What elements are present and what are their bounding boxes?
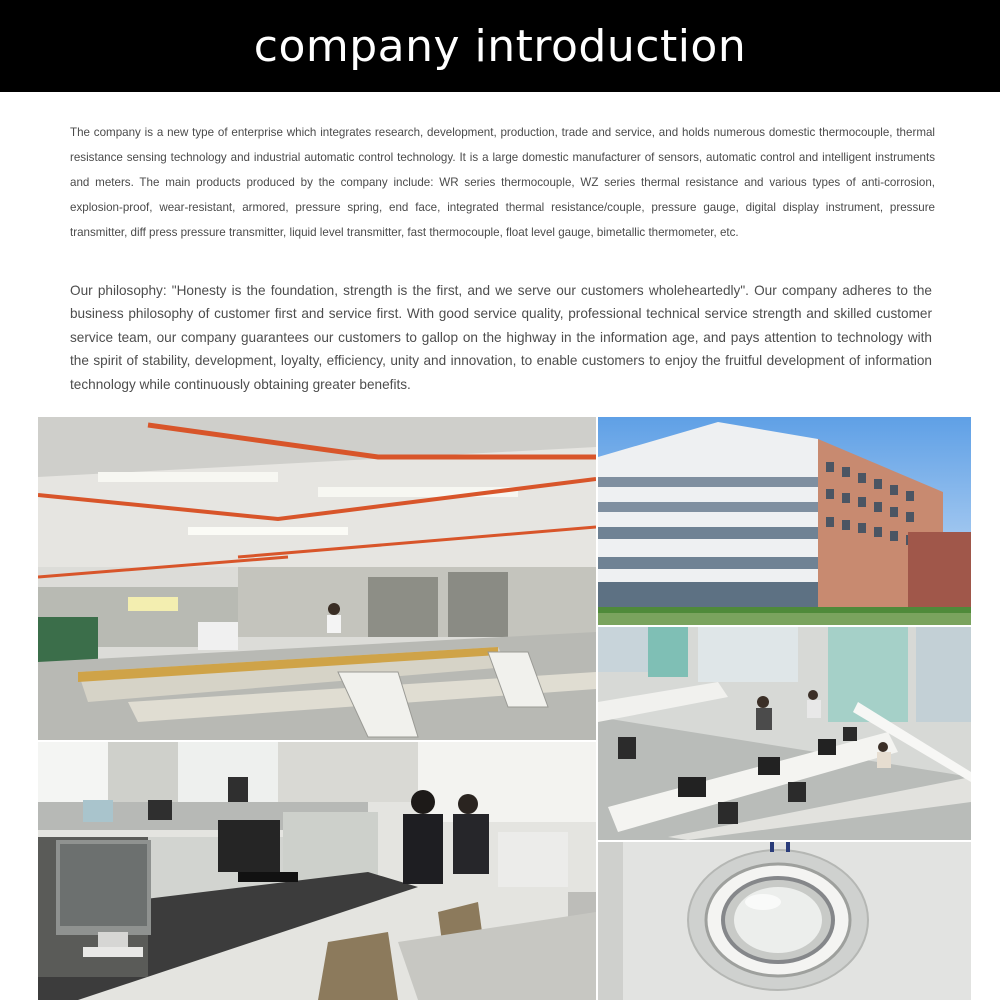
- page-title: company introduction: [253, 20, 747, 72]
- product-closeup-photo: [598, 842, 971, 1000]
- office-overview-photo: [598, 627, 971, 840]
- company-philosophy-paragraph: Our philosophy: "Honesty is the foundation, strength is the first, and we serve our customers wholeheartedly". Our company adheres to the business philosophy of customer first and service first. With good service quality, professional technical service strength and skilled customer service team, our company guarantees our customers to gallop on the highway in the information age, and pays attention to technology with the spirit of stability, development, loyalty, efficiency, unity and innovation, to enable customers to enjoy the fruitful development of information technology while continuously obtaining greater benefits.: [70, 283, 932, 392]
- office-workstations-photo: [38, 742, 596, 1000]
- factory-production-line-photo: [38, 417, 596, 740]
- page-header: [0, 0, 1000, 92]
- office-building-photo: [598, 417, 971, 625]
- company-description-paragraph: The company is a new type of enterprise which integrates research, development, production, trade and service, and holds numerous domestic thermocouple, thermal resistance sensing technology and industrial automatic control technology. It is a large domestic manufacturer of sensors, automatic control and intelligent instruments and meters. The main products produced by the company include: WR series thermocouple, WZ series thermal resistance and various types of anti-corrosion, explosion-proof, wear-resistant, armored, pressure spring, end face, integrated thermal resistance/couple, pressure gauge, digital display instrument, pressure transmitter, diff press pressure transmitter, liquid level transmitter, fast thermocouple, float level gauge, bimetallic thermometer, etc.: [70, 126, 935, 239]
